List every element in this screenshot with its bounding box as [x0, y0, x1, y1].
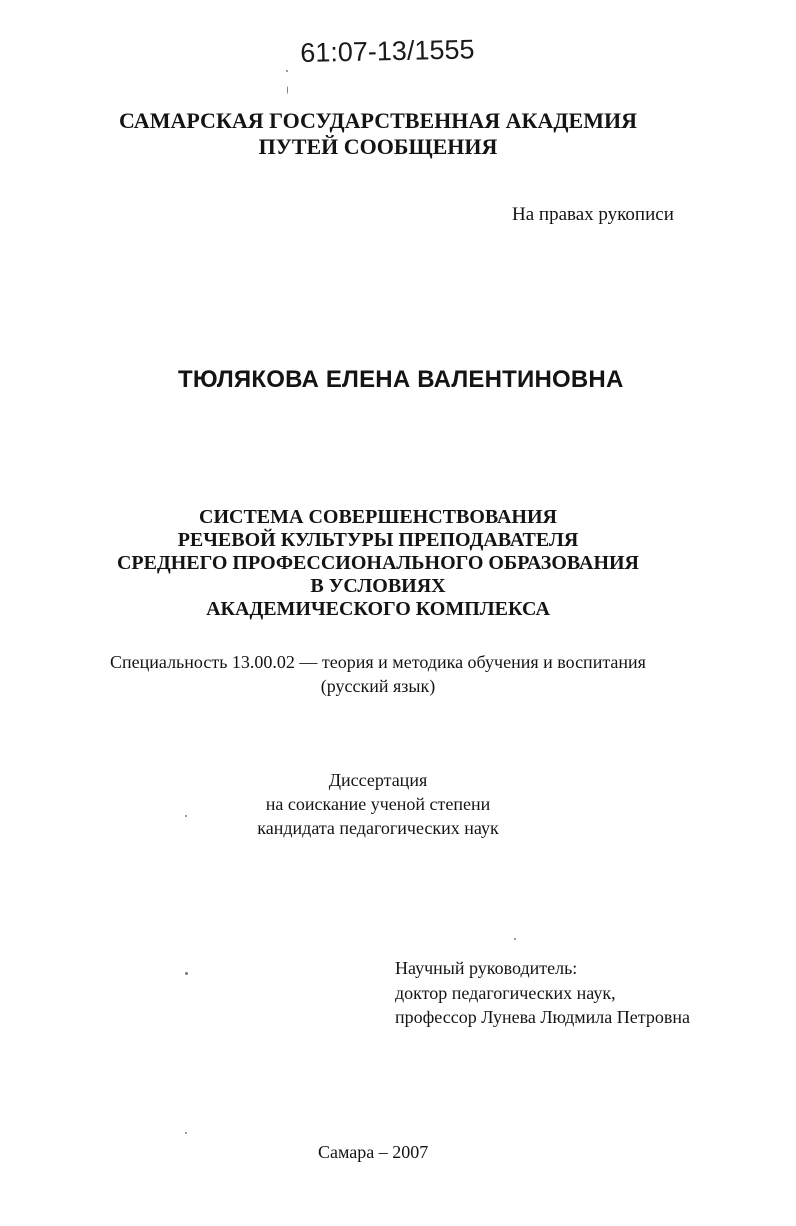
title-line-3: СРЕДНЕГО ПРОФЕССИОНАЛЬНОГО ОБРАЗОВАНИЯ	[116, 552, 639, 574]
institution-name	[0, 108, 756, 160]
scan-speck	[287, 86, 288, 94]
supervisor-block	[395, 956, 690, 1030]
specialty	[0, 650, 756, 698]
specialty-line-2: (русский язык)	[320, 676, 436, 696]
degree-line-3: кандидата педагогических наук	[257, 818, 499, 838]
author-name: ТЮЛЯКОВА ЕЛЕНА ВАЛЕНТИНОВНА	[178, 366, 624, 393]
supervisor-line-1: Научный руководитель:	[395, 958, 578, 978]
supervisor-line-3: профессор Лунева Людмила Петровна	[395, 1007, 690, 1027]
title-line-4: В УСЛОВИЯХ	[310, 575, 446, 597]
title-line-2: РЕЧЕВОЙ КУЛЬТУРЫ ПРЕПОДАВАТЕЛЯ	[177, 529, 579, 551]
scan-speck	[185, 972, 188, 975]
scan-speck	[514, 938, 516, 940]
title-line-1: СИСТЕМА СОВЕРШЕНСТВОВАНИЯ	[199, 506, 557, 528]
city-year: Самара – 2007	[318, 1142, 429, 1162]
dissertation-title	[0, 506, 756, 621]
scan-speck	[185, 1132, 187, 1134]
supervisor-line-2: доктор педагогических наук,	[395, 982, 616, 1003]
specialty-line-1: Специальность 13.00.02 — теория и методика обучения и воспитания	[110, 652, 646, 672]
degree-line-2: на соискание ученой степени	[265, 794, 491, 814]
degree-statement	[0, 768, 756, 840]
archive-stamp: 61:07-13/1555	[300, 34, 475, 68]
manuscript-note: На правах рукописи	[512, 204, 674, 225]
degree-line-1: Диссертация	[328, 770, 428, 790]
scan-speck	[185, 815, 187, 817]
title-line-5: АКАДЕМИЧЕСКОГО КОМПЛЕКСА	[206, 598, 550, 620]
scan-speck	[286, 70, 288, 72]
institution-line-2: ПУТЕЙ СООБЩЕНИЯ	[258, 134, 498, 159]
institution-line-1: САМАРСКАЯ ГОСУДАРСТВЕННАЯ АКАДЕМИЯ	[119, 108, 637, 133]
